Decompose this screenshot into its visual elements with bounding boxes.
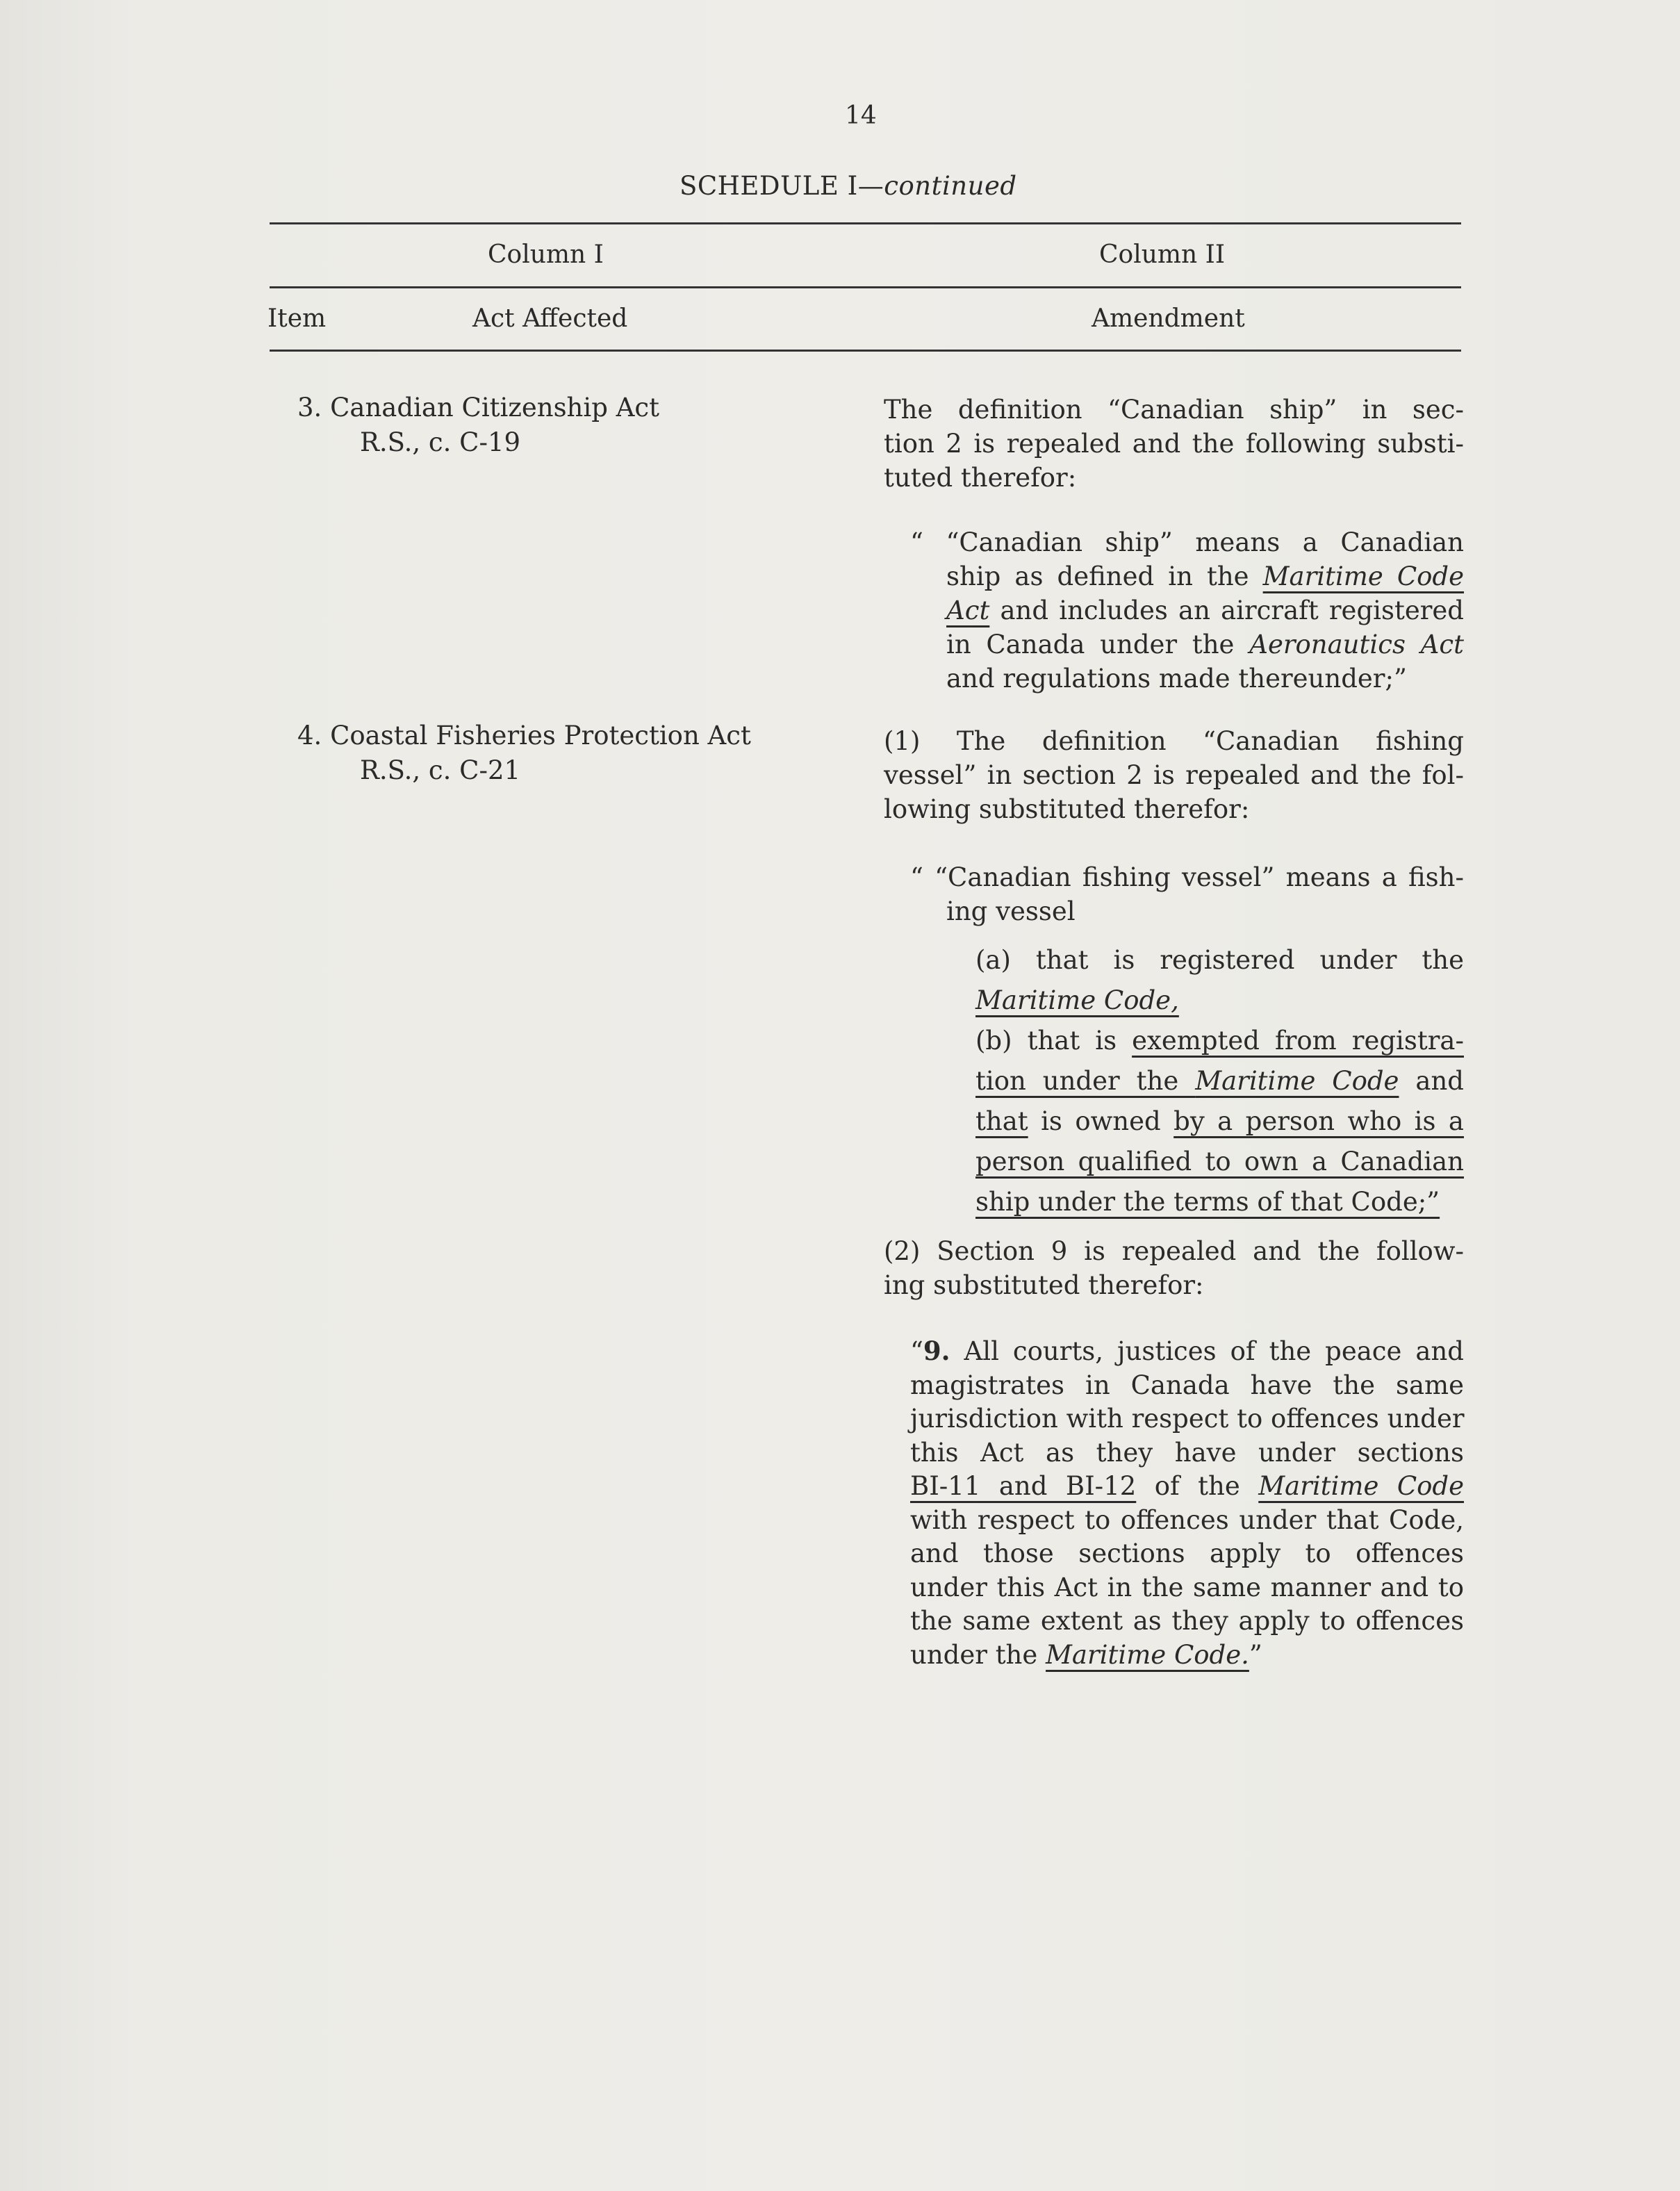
canadian-ship-definition: “ “Canadian ship” means a Canadian ship as defined in the Maritime Code Act and includes an aircraft registered in Canada under the Aeronautics Act and regulations made thereunder;” [910, 527, 1465, 694]
amendment-4-part-2: (2) Section 9 is repealed and the follow- ing substituted therefor: [884, 1236, 1464, 1300]
schedule-continued: continued [884, 171, 1017, 201]
act-reference: R.S., c. C-21 [360, 755, 521, 785]
act-name: Canadian Citizenship Act [330, 393, 659, 422]
fishing-vessel-clauses: (a) that is registered under the Maritime Code, (b) that is exempted from registra- tion under the Maritime Code and that is owned by a person who is a person qualified to own a Canadian ship under the terms of that Code;” [975, 940, 1464, 1222]
clause-a: (a) that is registered under the [975, 945, 1464, 975]
clause-b: (b) that is exempted from registra- [975, 1026, 1464, 1056]
section-9-text: “9. All courts, justices of the peace and magistrates in Canada have the same jurisdiction with respect to offences under this Act as they have under sections BI-11 and BI-12 of the Maritime Code with respect to offences under that Code, and those sections apply to offences under this Act in the same manner and to the same extent as they apply to offences under the Maritime Code.” [910, 1336, 1465, 1670]
column-1-header: Column I [488, 240, 604, 269]
schedule-title: SCHEDULE I—continued [680, 171, 1017, 201]
fishing-vessel-definition: “ “Canadian fishing vessel” means a fish- ing vessel [910, 862, 1464, 926]
act-affected-header: Act Affected [472, 304, 628, 333]
top-rule [270, 222, 1461, 224]
column-2-header: Column II [1099, 240, 1226, 269]
act-reference: R.S., c. C-19 [360, 427, 521, 457]
amendment-4-part-1: (1) The definition “Canadian fishing vessel” in section 2 is repealed and the fol- lowing substituted therefor: [884, 726, 1464, 824]
amendment-header: Amendment [1092, 304, 1245, 333]
page-number: 14 [845, 101, 877, 130]
entry-4: 4. Coastal Fisheries Protection Act R.S., c. C-21 [297, 719, 751, 788]
middle-rule [270, 286, 1461, 288]
act-name: Coastal Fisheries Protection Act [330, 721, 751, 750]
amendment-3-intro: The definition “Canadian ship” in sec- tion 2 is repealed and the following substi- tuted therefor: [884, 395, 1464, 493]
bottom-header-rule [270, 350, 1461, 352]
item-header: Item [267, 304, 327, 333]
entry-3: 3. Canadian Citizenship Act R.S., c. C-19 [297, 391, 659, 460]
